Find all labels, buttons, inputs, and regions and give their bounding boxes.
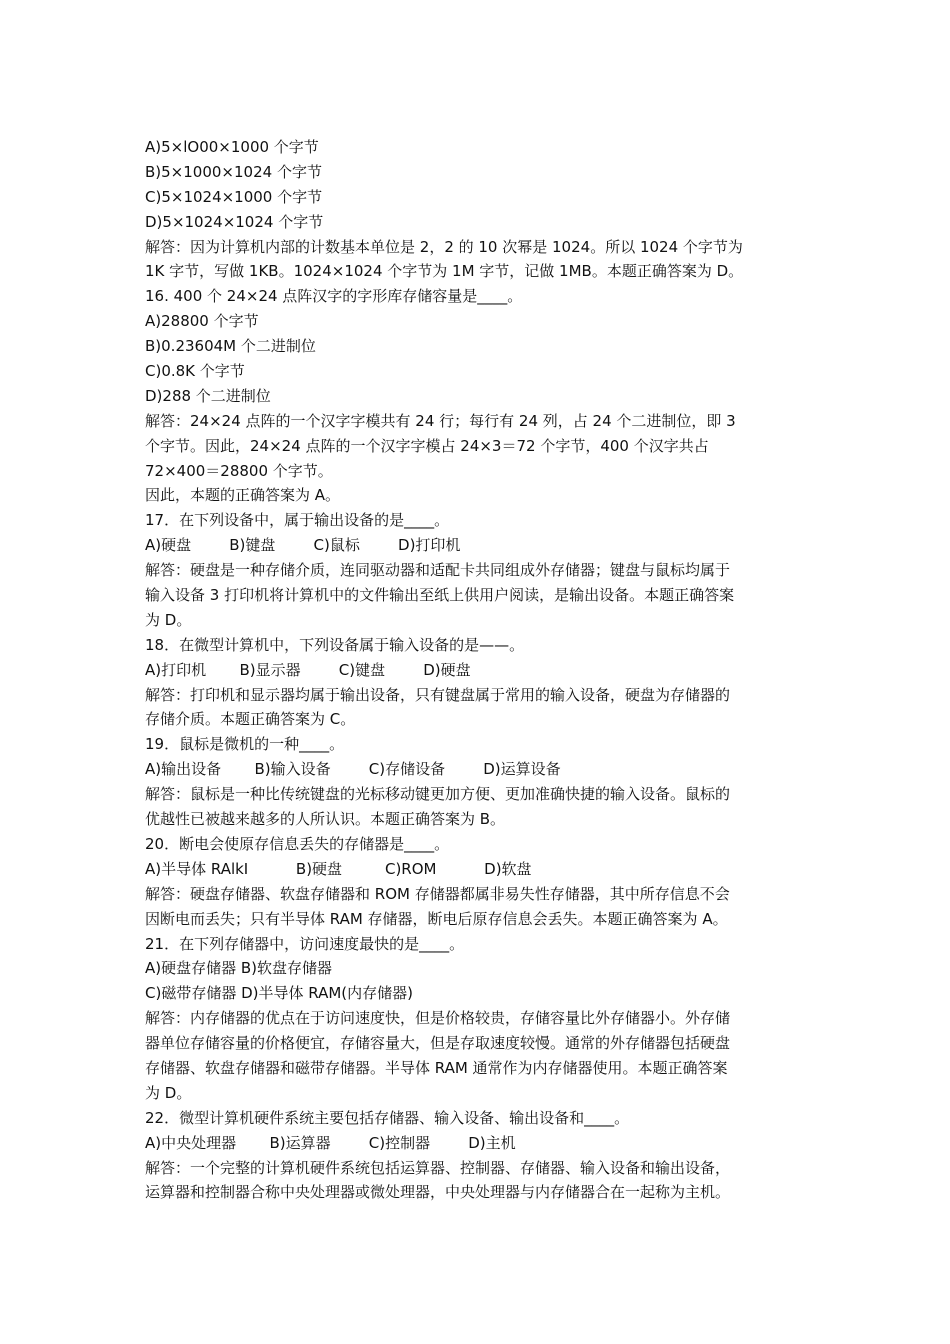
text-line: 22．微型计算机硬件系统主要包括存储器、输入设备、输出设备和____。 [145, 1108, 630, 1127]
text-line: 为 D。 [145, 610, 192, 629]
text-line: C)磁带存储器 D)半导体 RAM(内存储器) [145, 984, 413, 1003]
text-line: A)硬盘 B)键盘 C)鼠标 D)打印机 [145, 536, 461, 555]
text-line: 解答：硬盘是一种存储介质，连同驱动器和适配卡共同组成外存储器；键盘与鼠标均属于 [145, 561, 731, 580]
text-line: A)28800 个字节 [145, 312, 259, 331]
text-line: A)5×lO00×1000 个字节 [145, 138, 319, 156]
text-line: 19．鼠标是微机的一种____。 [145, 735, 345, 754]
text-line: 为 D。 [145, 1083, 192, 1102]
text-line: 个字节。因此，24×24 点阵的一个汉字字模占 24×3＝72 个字节，400 个汉字共占 [145, 436, 709, 455]
text-line: A)中央处理器 B)运算器 C)控制器 D)主机 [145, 1133, 516, 1152]
text-line: 输入设备 3 打印机将计算机中的文件输出至纸上供用户阅读，是输出设备。本题正确答案 [145, 586, 735, 605]
text-line: 21．在下列存储器中，访问速度最快的是____。 [145, 934, 465, 953]
text-line: 72×400＝28800 个字节。 [145, 461, 333, 480]
text-line: 因断电而丢失；只有半导体 RAM 存储器，断电后原存信息会丢失。本题正确答案为 A。 [145, 909, 728, 928]
text-line: 17．在下列设备中，属于输出设备的是____。 [145, 511, 450, 530]
text-line: B)0.23604M 个二进制位 [145, 337, 316, 356]
text-line: A)硬盘存储器 B)软盘存储器 [145, 959, 333, 978]
text-line: B)5×1000×1024 个字节 [145, 162, 322, 181]
document-body [145, 135, 805, 1205]
text-line: 解答：24×24 点阵的一个汉字字模共有 24 行；每行有 24 列，占 24 个二进制位，即 3 [145, 411, 736, 430]
text-line: 1K 字节，写做 1KB。1024×1024 个字节为 1M 字节，记做 1MB。本题正确答案为 D。 [145, 262, 744, 281]
text-line: D)5×1024×1024 个字节 [145, 212, 324, 231]
text-line: 解答：一个完整的计算机硬件系统包括运算器、控制器、存储器、输入设备和输出设备， [145, 1158, 731, 1177]
text-line: 因此，本题的正确答案为 A。 [145, 486, 341, 505]
text-line: A)输出设备 B)输入设备 C)存储设备 D)运算设备 [145, 760, 561, 779]
text-line: 解答：内存储器的优点在于访问速度快，但是价格较贵，存储容量比外存储器小。外存储 [145, 1009, 731, 1028]
text-line: C)5×1024×1000 个字节 [145, 187, 323, 206]
text-line: 解答：鼠标是一种比传统键盘的光标移动键更加方便、更加准确快捷的输入设备。鼠标的 [145, 785, 731, 804]
text-line: D)288 个二进制位 [145, 386, 271, 405]
text-line: 优越性已被越来越多的人所认识。本题正确答案为 B。 [145, 810, 506, 829]
text-line: 存储器、软盘存储器和磁带存储器。半导体 RAM 通常作为内存储器使用。本题正确答案 [145, 1058, 728, 1077]
text-line: 16. 400 个 24×24 点阵汉字的字形库存储容量是____。 [145, 287, 523, 306]
text-line: A)半导体 RAlkI B)硬盘 C)ROM D)软盘 [145, 859, 532, 878]
text-line: 解答：硬盘存储器、软盘存储器和 ROM 存储器都属非易失性存储器，其中所存信息不会 [145, 884, 730, 903]
text-line: C)0.8K 个字节 [145, 362, 245, 381]
text-line: 解答：打印机和显示器均属于输出设备，只有键盘属于常用的输入设备，硬盘为存储器的 [145, 685, 731, 704]
text-line: 18．在微型计算机中，下列设备属于输入设备的是——。 [145, 635, 525, 654]
text-line: A)打印机 B)显示器 C)键盘 D)硬盘 [145, 660, 471, 679]
text-line: 运算器和控制器合称中央处理器或微处理器，中央处理器与内存储器合在一起称为主机。 [145, 1183, 731, 1202]
text-line: 器单位存储容量的价格便宜，存储容量大，但是存取速度较慢。通常的外存储器包括硬盘 [145, 1034, 731, 1053]
text-line: 20．断电会使原存信息丢失的存储器是____。 [145, 834, 450, 853]
text-line: 解答：因为计算机内部的计数基本单位是 2，2 的 10 次幂是 1024。所以 1024 个字节为 [145, 237, 743, 256]
text-line: 存储介质。本题正确答案为 C。 [145, 710, 356, 729]
